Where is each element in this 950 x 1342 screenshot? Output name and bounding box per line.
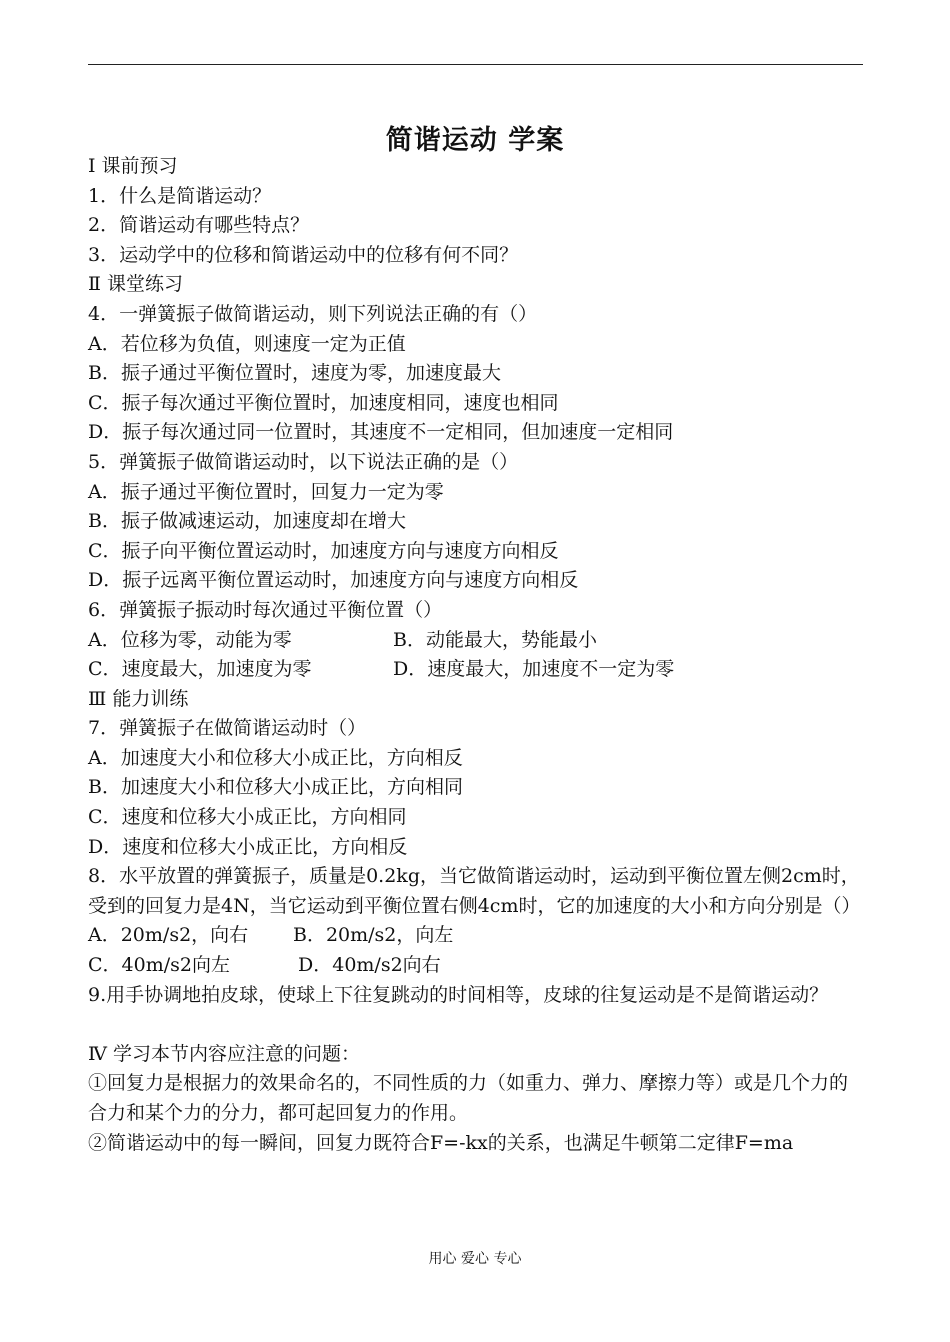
question-6-option-b: B．动能最大，势能最小	[393, 628, 597, 651]
question-3: 3．运动学中的位移和简谐运动中的位移有何不同？	[88, 243, 519, 266]
question-1: 1．什么是简谐运动？	[88, 184, 272, 207]
question-6-options-row-2	[88, 655, 866, 685]
section-heading-preview: Ⅰ 课前预习	[88, 155, 178, 177]
question-7-stem: 7．弹簧振子在做简谐运动时（）	[88, 717, 367, 740]
question-8-option-b: B．20m/s2，向左	[293, 924, 454, 947]
note-1: ①回复力是根据力的效果命名的，不同性质的力（如重力、弹力、摩擦力等）或是几个力的合力和某个力的分力，都可起回复力的作用。	[88, 1072, 849, 1124]
question-7-option-b: B．加速度大小和位移大小成正比，方向相同	[88, 776, 463, 799]
question-4-stem: 4．一弹簧振子做简谐运动，则下列说法正确的有（）	[88, 302, 538, 325]
question-6-option-a: A．位移为零，动能为零	[88, 628, 292, 651]
question-9: 9.用手协调地拍皮球，使球上下往复跳动的时间相等，皮球的往复运动是不是简谐运动？	[88, 983, 829, 1006]
section-heading-notes: Ⅳ 学习本节内容应注意的问题：	[88, 1042, 361, 1065]
question-5-stem: 5．弹簧振子做简谐运动时，以下说法正确的是（）	[88, 450, 519, 473]
header-rule	[88, 64, 863, 65]
question-6-option-d: D．速度最大，加速度不一定为零	[393, 658, 675, 681]
page-title: 简谐运动 学案	[385, 125, 565, 156]
page-footer: 用心 爱心 专心	[428, 1251, 522, 1267]
question-4-option-b: B．振子通过平衡位置时，速度为零，加速度最大	[88, 362, 501, 385]
question-2: 2．简谐运动有哪些特点？	[88, 214, 310, 237]
blank-line	[88, 1010, 866, 1040]
question-6-options-row-1	[88, 626, 866, 656]
question-6-option-c: C．速度最大，加速度为零	[88, 658, 312, 681]
question-7-option-c: C．速度和位移大小成正比，方向相同	[88, 806, 407, 829]
question-8-option-c: C．40m/s2向左	[88, 954, 230, 977]
question-5-option-a: A．振子通过平衡位置时，回复力一定为零	[88, 480, 444, 503]
question-7-option-d: D．速度和位移大小成正比，方向相反	[88, 835, 408, 858]
question-4-option-a: A．若位移为负值，则速度一定为正值	[88, 332, 406, 355]
note-2: ②简谐运动中的每一瞬间，回复力既符合F=-kx的关系，也满足牛顿第二定律F=ma	[88, 1131, 794, 1154]
question-8-option-a: A．20m/s2，向右	[88, 924, 249, 947]
question-8-options-row-2	[88, 951, 866, 981]
section-heading-practice: Ⅱ 课堂练习	[88, 273, 183, 296]
question-4-option-c: C．振子每次通过平衡位置时，加速度相同，速度也相同	[88, 391, 559, 414]
question-8-stem: 8．水平放置的弹簧振子，质量是0.2kg，当它做简谐运动时，运动到平衡位置左侧2cm时，受到的回复力是4N，当它运动到平衡位置右侧4cm时，它的加速度的大小和方向分别是（）	[88, 865, 861, 917]
document-body	[88, 152, 866, 1158]
question-7-option-a: A．加速度大小和位移大小成正比，方向相反	[88, 746, 463, 769]
question-8-option-d: D．40m/s2向右	[298, 954, 441, 977]
question-6-stem: 6．弹簧振子振动时每次通过平衡位置（）	[88, 598, 443, 621]
question-5-option-d: D．振子远离平衡位置运动时，加速度方向与速度方向相反	[88, 569, 579, 592]
question-8-options-row-1	[88, 921, 866, 951]
section-heading-training: Ⅲ 能力训练	[88, 687, 189, 710]
question-4-option-d: D．振子每次通过同一位置时，其速度不一定相同，但加速度一定相同	[88, 421, 674, 444]
question-5-option-b: B．振子做减速运动，加速度却在增大	[88, 510, 406, 533]
question-5-option-c: C．振子向平衡位置运动时，加速度方向与速度方向相反	[88, 539, 559, 562]
